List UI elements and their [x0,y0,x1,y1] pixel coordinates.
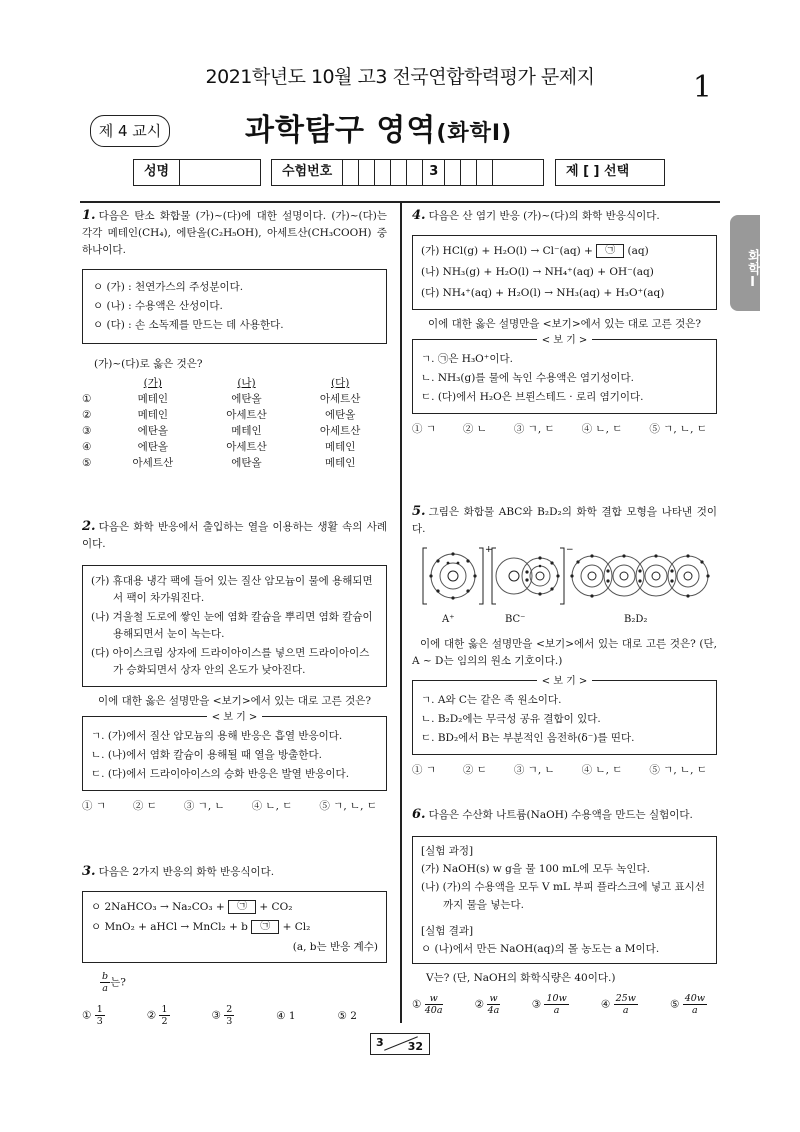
fraction-numerator: 25w [615,993,636,1004]
option-cell: 에탄올 [231,393,262,405]
figure-label: BC⁻ [505,614,526,625]
fraction-denominator: a [622,1005,629,1016]
choice-label: ① [82,1009,92,1022]
answer-choice[interactable]: ③ ㄱ, ㄷ [513,423,555,435]
info-line: (가) 휴대용 냉각 팩에 들어 있는 질산 암모늄이 물에 용해되면서 팩이 차가워진다. [91,575,373,604]
info-line: (다) 아이스크림 상자에 드라이아이스를 넣으면 드라이아이스가 승화되면서 상자 안의 온도가 낮아진다. [91,647,370,676]
answer-option[interactable] [82,423,387,439]
area-title [245,105,512,149]
option-cell: 에탄올 [137,425,169,437]
fraction-numerator: 1 [161,1004,168,1015]
option-label: ③ [82,425,92,437]
anion-bc-model [492,545,574,604]
question-text: 다음은 수산화 나트륨(NaOH) 수용액을 만드는 실험이다. [428,809,693,821]
answer-table [82,375,387,471]
fraction-denominator: 3 [226,1016,233,1027]
fraction-numerator: 2 [226,1004,233,1015]
fraction-denominator: 4a [487,1005,500,1016]
info-box [82,269,387,344]
column-header: (다) [330,377,350,389]
bogi-item: ㄷ. (다)에서 H₂O은 브뢴스테드 · 로리 염기이다. [421,391,644,403]
exam-number-label: 수험번호 [272,160,343,185]
choice-label: ④ [276,1010,286,1022]
option-cell: 메테인 [324,441,356,453]
answer-choice[interactable] [532,993,569,1016]
equation-part: (가) HCl(g) + H₂O(l) → Cl⁻(aq) + [421,245,593,257]
question-text: 그림은 화합물 ABC와 B₂D₂의 화학 결합 모형을 나타낸 것이다. [412,506,717,535]
option-cell: 아세트산 [226,441,267,453]
question-number: 1. [82,208,96,223]
answer-choice[interactable]: ① ㄱ [82,800,106,812]
choice-row [412,421,717,436]
info-line: ㅇ (다) : 손 소독제를 만드는 데 사용한다. [93,319,284,331]
info-line: ㅇ (나) : 수용액은 산성이다. [93,300,223,312]
equation-part: ㅇ 2NaHCO₃ → Na₂CO₃ + [91,901,225,913]
exam-number-cell [477,160,493,185]
option-cell: 메테인 [231,425,262,437]
period-badge: 제 4 교시 [90,115,170,147]
question-text: 다음은 화학 반응에서 출입하는 열을 이용하는 생활 속의 사례이다. [82,521,387,550]
exam-title: 2021학년도 10월 고3 전국연합학력평가 문제지 [205,66,595,88]
bogi-title: < 보 기 > [537,676,593,687]
figure-label: A⁺ [442,614,455,625]
fraction-numerator: 1 [96,1004,103,1015]
option-cell: 메테인 [324,457,356,469]
bogi-item: ㄱ. (가)에서 질산 암모늄의 용해 반응은 흡열 반응이다. [91,730,343,742]
question-5 [412,503,717,777]
result-title: [실험 결과] [421,925,474,937]
question-3 [82,863,387,1028]
question-2 [82,518,387,813]
select-field[interactable] [555,159,665,186]
equation-box [82,891,387,963]
answer-choice[interactable]: ⑤ ㄱ, ㄴ, ㄷ [649,764,707,776]
question-number: 3. [82,864,96,879]
exam-number-cell [375,160,391,185]
question-1 [82,207,387,471]
answer-choice[interactable]: ④ ㄴ, ㄷ [581,423,623,435]
exam-number-cell [343,160,359,185]
procedure-step: (나) (가)의 수용액을 모두 V mL 부피 플라스크에 넣고 표시선까지 물을 넣는다. [421,881,705,911]
question-ask: (가)~(다)로 옳은 것은? [94,358,203,370]
b2d2-model [570,554,709,597]
answer-option[interactable] [82,455,387,471]
select-label: 제 [ ] 선택 [566,164,630,179]
answer-choice[interactable] [601,993,638,1016]
column-header: (가) [143,377,162,389]
bogi-box [412,676,717,755]
answer-choice[interactable] [412,993,443,1016]
exam-number-cell [493,160,509,185]
option-cell: 아세트산 [319,393,361,405]
option-cell: 메테인 [137,393,169,405]
subject-side-tab: 화학Ⅰ [730,215,760,311]
choice-label: ③ [531,998,542,1011]
answer-choice[interactable]: ② ㄴ [462,423,487,435]
answer-choice[interactable] [147,1004,170,1028]
column-divider [400,203,402,1023]
answer-choice[interactable] [82,1004,105,1028]
info-line: (나) 겨울철 도로에 쌓인 눈에 염화 칼슘을 뿌리면 염화 칼슘이 용해되면서 눈이 녹는다. [91,611,373,640]
question-number: 4. [412,208,426,223]
name-field[interactable] [133,159,261,186]
question-ask [82,971,387,994]
fraction-numerator: 40w [684,993,705,1004]
answer-choice[interactable]: ⑤ ㄱ, ㄴ, ㄷ [649,423,707,435]
column-header: (나) [237,377,256,389]
answer-option[interactable] [82,391,387,407]
blank-marker: ㉠ [251,920,279,934]
bogi-title: < 보 기 > [207,712,263,723]
bogi-item: ㄴ. NH₃(g)를 물에 녹인 수용액은 염기성이다. [421,372,634,384]
option-cell: 에탄올 [137,441,169,453]
fraction-numerator: b [102,971,109,982]
answer-option[interactable] [82,439,387,455]
choice-row [412,762,717,777]
fraction-denominator: a [692,1005,698,1016]
fraction-numerator: w [425,993,443,1005]
page-number: 1 [692,70,712,105]
answer-choice[interactable]: ⑤ ㄱ, ㄴ, ㄷ [319,800,377,812]
choice-label: ② [474,998,485,1011]
question-number: 2. [82,519,96,534]
choice-label: ② [146,1009,157,1022]
answer-choice[interactable]: ③ ㄱ, ㄴ [183,800,225,812]
question-number: 5. [412,504,426,519]
fraction-numerator: w [489,993,498,1004]
choice-label: ⑤ [337,1010,347,1022]
question-ask: 이에 대한 옳은 설명만을 <보기>에서 있는 대로 고른 것은? [427,318,702,330]
figure-labels [412,614,717,628]
option-cell: 아세트산 [226,409,267,421]
question-6 [412,806,717,1016]
answer-choice[interactable]: ③ ㄱ, ㄴ [513,764,555,776]
current-page: 3 [376,1036,384,1049]
result-line: ㅇ (나)에서 만든 NaOH(aq)의 몰 농도는 a M이다. [421,943,660,955]
option-label: ② [82,409,92,421]
equation-part: + Cl₂ [282,921,311,933]
answer-choice[interactable]: ① ㄱ [412,423,436,435]
exam-number-cell [359,160,375,185]
equation-line: (나) NH₃(g) + H₂O(l) → NH₄⁺(aq) + OH⁻(aq) [421,266,654,278]
exam-number-field[interactable] [271,159,544,186]
area-name: 과학탐구 영역 [245,113,437,148]
option-cell: 아세트산 [132,457,174,469]
question-number: 6. [412,807,426,822]
ask-tail: 는? [110,976,126,989]
fraction-denominator: 40a [424,1005,443,1016]
info-box [82,565,387,687]
choice-row [412,993,717,1016]
fraction-numerator: 10w [546,993,567,1004]
procedure-title: [실험 과정] [421,845,474,857]
choice-label: ③ [211,1009,221,1022]
fraction-denominator: 3 [96,1016,103,1027]
question-text: 다음은 산 염기 반응 (가)~(다)의 화학 반응식이다. [428,210,660,222]
choice-label: ④ [600,998,611,1011]
bogi-item: ㄷ. (다)에서 드라이아이스의 승화 반응은 발열 반응이다. [91,768,350,780]
question-ask: 이에 대한 옳은 설명만을 <보기>에서 있는 대로 고른 것은? (단, A ~ D는 임의의 원소 기호이다.) [412,638,717,667]
choice-label: ⑤ [670,998,680,1011]
equation-box [412,235,717,310]
option-label: ⑤ [82,457,92,469]
choice-value: 1 [288,1010,296,1022]
bogi-box [82,712,387,791]
answer-choice[interactable]: ④ ㄴ, ㄷ [251,800,293,812]
option-cell: 아세트산 [319,425,361,437]
blank-marker: ㉠ [596,244,624,258]
answer-choice[interactable]: ② ㄷ [462,764,487,776]
option-cell: 에탄올 [324,409,356,421]
answer-choice[interactable]: ④ ㄴ, ㄷ [581,764,623,776]
bogi-item: ㄱ. A와 C는 같은 족 원소이다. [421,694,562,706]
procedure-step: (가) NaOH(s) w g을 물 100 mL에 모두 녹인다. [421,863,650,875]
choice-label: ① [412,998,422,1011]
question-ask: V는? (단, NaOH의 화학식량은 40이다.) [426,972,616,984]
blank-marker: ㉠ [228,900,256,914]
area-subject: (화학Ⅰ) [436,121,513,146]
question-ask: 이에 대한 옳은 설명만을 <보기>에서 있는 대로 고른 것은? [97,695,372,707]
exam-number-cell [461,160,477,185]
option-label: ④ [82,441,92,453]
exam-number-digit: 3 [423,160,445,185]
answer-choice[interactable] [211,1004,234,1028]
answer-option[interactable] [82,407,387,423]
answer-choice[interactable] [338,1004,357,1028]
exam-number-cell [445,160,461,185]
bogi-item: ㄱ. ㉠은 H₃O⁺이다. [421,353,513,365]
question-4 [412,207,717,436]
ion-charge: + [485,545,493,555]
answer-choice[interactable] [475,993,500,1016]
figure-label: B₂D₂ [624,614,648,625]
equation-line: (다) NH₄⁺(aq) + H₂O(l) → NH₃(aq) + H₃O⁺(aq) [421,287,665,299]
bogi-item: ㄴ. (나)에서 염화 칼슘이 용해될 때 열을 방출한다. [91,749,322,761]
equation-note: (a, b는 반응 계수) [292,941,378,953]
bogi-title: < 보 기 > [537,335,593,346]
equation-part: (aq) [627,245,649,257]
cation-a-model [423,545,493,604]
total-pages: 32 [407,1040,423,1053]
answer-choice[interactable] [276,1004,295,1028]
bonding-model-figure [412,544,717,614]
bogi-item: ㄴ. B₂D₂에는 무극성 공유 결합이 있다. [421,713,601,725]
fraction-denominator: 2 [161,1016,168,1027]
ion-charge: − [566,545,574,555]
option-label: ① [82,393,92,405]
bogi-box [412,335,717,414]
choice-row [82,798,387,813]
info-line: ㅇ (가) : 천연가스의 주성분이다. [93,281,244,293]
question-text: 다음은 2가지 반응의 화학 반응식이다. [98,866,275,878]
equation-part: ㅇ MnO₂ + aHCl → MnCl₂ + b [91,921,248,933]
page-counter [370,1033,430,1055]
answer-choice[interactable]: ② ㄷ [132,800,157,812]
fraction-denominator: a [102,983,108,994]
bogi-item: ㄷ. BD₂에서 B는 부분적인 음전하(δ⁻)를 띤다. [421,732,635,744]
name-label: 성명 [134,160,180,185]
exam-number-cell [407,160,423,185]
choice-row [82,1004,387,1028]
option-cell: 메테인 [137,409,169,421]
equation-part: + CO₂ [259,901,293,913]
answer-choice[interactable] [670,993,707,1016]
answer-choice[interactable]: ① ㄱ [412,764,436,776]
option-cell: 에탄올 [231,457,262,469]
question-text: 다음은 탄소 화합물 (가)~(다)에 대한 설명이다. (가)~(다)는 각각 메테인(CH₄), 에탄올(C₂H₅OH), 아세트산(CH₃COOH) 중 하나이다. [82,210,387,256]
fraction-denominator: a [553,1005,560,1016]
choice-value: 2 [350,1010,357,1022]
exam-number-cell [391,160,407,185]
experiment-box [412,836,717,964]
